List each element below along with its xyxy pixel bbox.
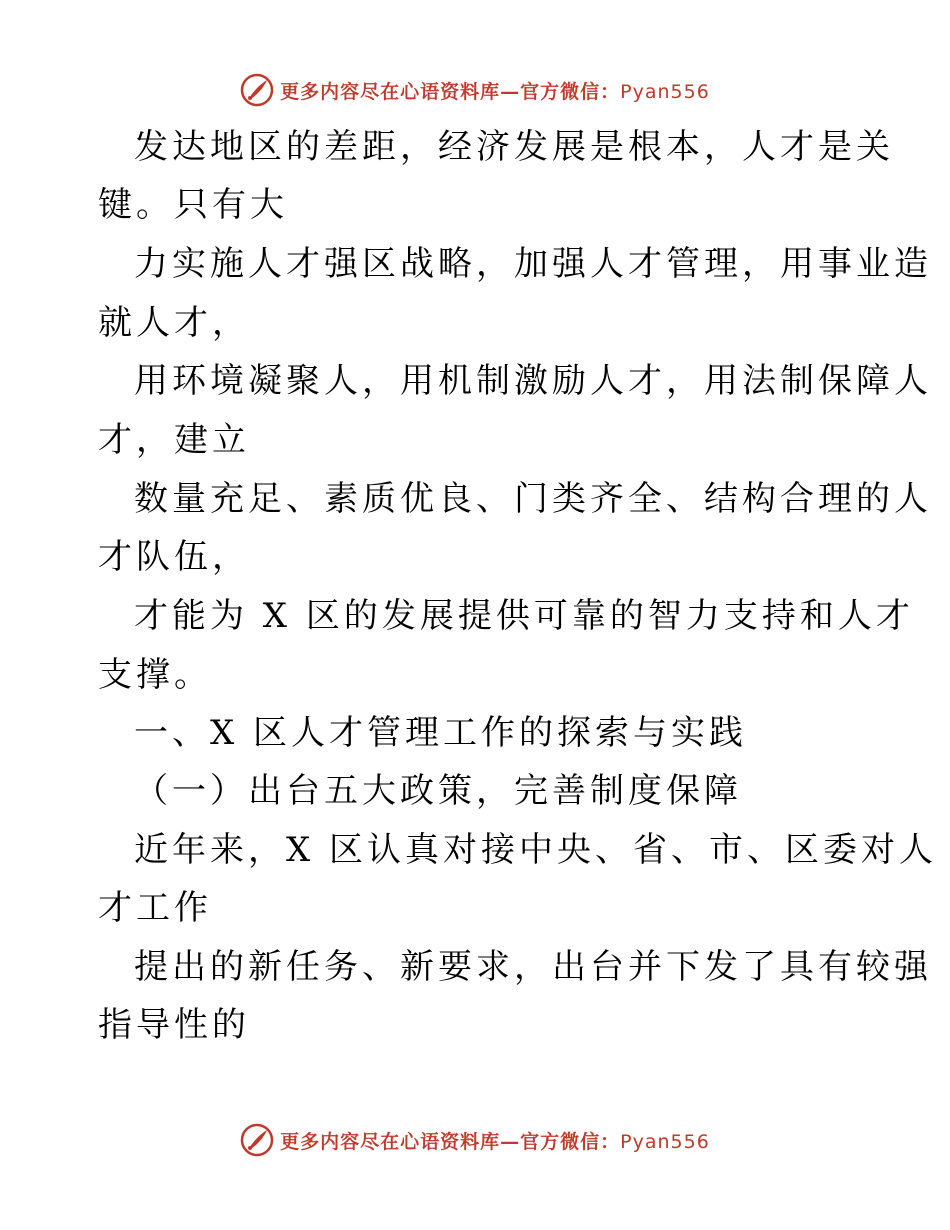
paragraph-line: 就人才， (98, 303, 250, 343)
paragraph-line: 用环境凝聚人，用机制激励人才，用法制保障人 (134, 361, 932, 401)
header-watermark (0, 70, 950, 110)
paragraph-line: 才能为 X 区的发展提供可靠的智力支持和人才 (134, 596, 914, 636)
paragraph-line: 才，建立 (98, 420, 250, 460)
watermark-text-main: 更多内容尽在心语资料库—官方微信： (280, 1130, 621, 1153)
paragraph-line: 力实施人才强区战略，加强人才管理，用事业造 (134, 244, 932, 284)
paragraph-line: 才队伍， (98, 537, 250, 577)
subsection-heading: （一）出台五大政策，完善制度保障 (134, 771, 742, 811)
section-heading: 一、X 区人才管理工作的探索与实践 (134, 713, 748, 753)
paragraph-line: 发达地区的差距，经济发展是根本，人才是关 (134, 127, 894, 167)
watermark-text-main: 更多内容尽在心语资料库—官方微信： (280, 80, 621, 103)
paragraph-line: 数量充足、素质优良、门类齐全、结构合理的人 (134, 479, 932, 519)
watermark-text (280, 77, 710, 104)
watermark-wechat-id: Pyan556 (620, 80, 710, 103)
quill-logo-icon (240, 1123, 274, 1157)
footer-watermark (0, 1120, 950, 1160)
paragraph-line: 支撑。 (98, 655, 212, 695)
paragraph-line: 提出的新任务、新要求，出台并下发了具有较强 (134, 947, 932, 987)
watermark-wechat-id: Pyan556 (620, 1130, 710, 1153)
quill-logo-icon (240, 73, 274, 107)
paragraph-line: 近年来，X 区认真对接中央、省、市、区委对人 (134, 830, 938, 870)
paragraph-line: 指导性的 (98, 1005, 250, 1045)
paragraph-line: 键。只有大 (98, 185, 288, 225)
paragraph-line: 才工作 (98, 888, 212, 928)
watermark-text (280, 1127, 710, 1154)
